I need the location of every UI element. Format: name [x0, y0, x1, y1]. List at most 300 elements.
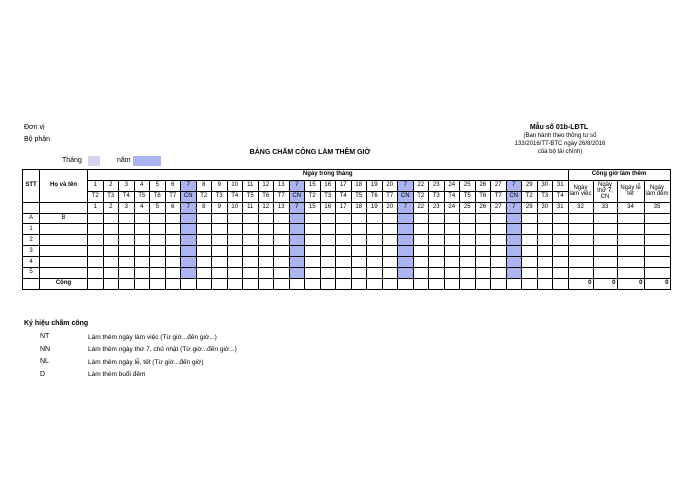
- day-cell[interactable]: [351, 213, 367, 224]
- day-cell[interactable]: [243, 268, 259, 279]
- weekday-header: T4: [336, 191, 352, 202]
- day-cell[interactable]: [196, 213, 212, 224]
- day-cell[interactable]: [522, 224, 538, 235]
- total-day-cell: [398, 278, 414, 289]
- day-number-header: 22: [413, 180, 429, 191]
- total-day-cell: [134, 278, 150, 289]
- overtime-cell[interactable]: [568, 268, 593, 279]
- name-header: Họ và tên: [40, 170, 88, 203]
- day-cell[interactable]: [134, 235, 150, 246]
- overtime-cell[interactable]: [644, 213, 670, 224]
- day-cell[interactable]: [258, 213, 274, 224]
- day-cell[interactable]: [398, 235, 414, 246]
- legend-description: Làm thêm buổi đêm: [88, 371, 146, 378]
- total-value: 0: [644, 278, 670, 289]
- row-name[interactable]: [40, 246, 88, 257]
- day-cell[interactable]: [537, 213, 553, 224]
- day-cell[interactable]: [274, 235, 290, 246]
- year-input[interactable]: [133, 156, 161, 166]
- day-cell[interactable]: [258, 235, 274, 246]
- day-cell[interactable]: [336, 235, 352, 246]
- day-cell[interactable]: [553, 257, 569, 268]
- day-cell[interactable]: [150, 246, 166, 257]
- day-cell[interactable]: [336, 268, 352, 279]
- day-cell[interactable]: [243, 224, 259, 235]
- total-day-cell: [258, 278, 274, 289]
- day-cell[interactable]: [258, 246, 274, 257]
- day-cell[interactable]: [103, 224, 119, 235]
- overtime-cell[interactable]: [593, 268, 617, 279]
- day-cell[interactable]: [305, 213, 321, 224]
- overtime-cell[interactable]: [593, 235, 617, 246]
- day-cell[interactable]: [382, 246, 398, 257]
- day-cell[interactable]: [150, 213, 166, 224]
- day-cell[interactable]: [165, 235, 181, 246]
- legend-title: Ký hiệu chấm công: [24, 320, 89, 327]
- overtime-cell[interactable]: [644, 235, 670, 246]
- day-cell[interactable]: [475, 268, 491, 279]
- day-cell[interactable]: [88, 213, 104, 224]
- day-cell[interactable]: [305, 257, 321, 268]
- day-cell[interactable]: [258, 268, 274, 279]
- day-cell[interactable]: [367, 224, 383, 235]
- weekday-header: T5: [460, 191, 476, 202]
- day-cell[interactable]: [181, 224, 197, 235]
- table-row: [23, 246, 671, 257]
- row-name[interactable]: [40, 257, 88, 268]
- day-cell[interactable]: [134, 257, 150, 268]
- day-cell[interactable]: [413, 213, 429, 224]
- day-cell[interactable]: [491, 224, 507, 235]
- weekday-header: T7: [274, 191, 290, 202]
- total-day-cell: [553, 278, 569, 289]
- day-cell[interactable]: [429, 235, 445, 246]
- column-index: 12: [258, 202, 274, 213]
- day-number-header: 2: [103, 180, 119, 191]
- legend-description: Làm thêm ngày lễ, tết (Từ giờ...đến giờ): [88, 358, 204, 366]
- day-cell[interactable]: [320, 268, 336, 279]
- day-cell[interactable]: [491, 246, 507, 257]
- day-cell[interactable]: [181, 268, 197, 279]
- day-cell[interactable]: [398, 257, 414, 268]
- day-cell[interactable]: [537, 257, 553, 268]
- day-cell[interactable]: [491, 257, 507, 268]
- day-cell[interactable]: [289, 257, 305, 268]
- column-index: 25: [460, 202, 476, 213]
- day-cell[interactable]: [165, 257, 181, 268]
- day-cell[interactable]: [212, 246, 228, 257]
- day-cell[interactable]: [398, 213, 414, 224]
- weekday-header: T5: [351, 191, 367, 202]
- weekday-header: T6: [367, 191, 383, 202]
- overtime-cell[interactable]: [617, 213, 644, 224]
- timesheet-table: [22, 169, 671, 290]
- table-row: [23, 257, 671, 268]
- day-cell[interactable]: [398, 246, 414, 257]
- day-cell[interactable]: [506, 235, 522, 246]
- day-cell[interactable]: [367, 213, 383, 224]
- total-value: 0: [568, 278, 593, 289]
- weekday-header: T6: [475, 191, 491, 202]
- overtime-cell[interactable]: [644, 246, 670, 257]
- row-name[interactable]: [40, 235, 88, 246]
- day-cell[interactable]: [475, 246, 491, 257]
- column-index: 18: [351, 202, 367, 213]
- day-cell[interactable]: [88, 224, 104, 235]
- day-cell[interactable]: [212, 213, 228, 224]
- day-cell[interactable]: [367, 246, 383, 257]
- day-cell[interactable]: [553, 224, 569, 235]
- day-cell[interactable]: [382, 257, 398, 268]
- day-cell[interactable]: [212, 268, 228, 279]
- header-row-index: [23, 202, 671, 213]
- column-index: 7: [398, 202, 414, 213]
- header-row-groups: [23, 170, 671, 181]
- day-cell[interactable]: [196, 268, 212, 279]
- day-cell[interactable]: [460, 246, 476, 257]
- day-cell[interactable]: [429, 224, 445, 235]
- total-day-cell: [382, 278, 398, 289]
- day-cell[interactable]: [336, 257, 352, 268]
- day-cell[interactable]: [289, 235, 305, 246]
- total-day-cell: [289, 278, 305, 289]
- day-cell[interactable]: [119, 268, 135, 279]
- column-index: 16: [320, 202, 336, 213]
- day-cell[interactable]: [227, 235, 243, 246]
- column-index: 11: [243, 202, 259, 213]
- day-cell[interactable]: [429, 213, 445, 224]
- weekday-header: T5: [134, 191, 150, 202]
- legend-description: Làm thêm ngày làm việc (Từ giờ...đến giờ...): [88, 333, 217, 341]
- day-cell[interactable]: [134, 213, 150, 224]
- day-cell[interactable]: [413, 246, 429, 257]
- day-cell[interactable]: [196, 257, 212, 268]
- day-cell[interactable]: [103, 213, 119, 224]
- total-day-cell: [491, 278, 507, 289]
- column-index: 22: [413, 202, 429, 213]
- day-cell[interactable]: [537, 224, 553, 235]
- day-cell[interactable]: [289, 213, 305, 224]
- day-cell[interactable]: [227, 257, 243, 268]
- day-cell[interactable]: [181, 213, 197, 224]
- day-cell[interactable]: [351, 224, 367, 235]
- day-cell[interactable]: [305, 268, 321, 279]
- day-cell[interactable]: [181, 235, 197, 246]
- weekday-header: T3: [103, 191, 119, 202]
- day-cell[interactable]: [212, 257, 228, 268]
- column-index: 20: [382, 202, 398, 213]
- day-cell[interactable]: [227, 213, 243, 224]
- day-cell[interactable]: [506, 246, 522, 257]
- day-cell[interactable]: [212, 235, 228, 246]
- overtime-index: 32: [568, 202, 593, 213]
- day-cell[interactable]: [119, 213, 135, 224]
- day-cell[interactable]: [506, 213, 522, 224]
- day-cell[interactable]: [382, 213, 398, 224]
- day-cell[interactable]: [444, 268, 460, 279]
- day-cell[interactable]: [119, 257, 135, 268]
- day-cell[interactable]: [506, 268, 522, 279]
- day-cell[interactable]: [444, 246, 460, 257]
- day-cell[interactable]: [196, 246, 212, 257]
- day-cell[interactable]: [196, 235, 212, 246]
- day-cell[interactable]: [88, 268, 104, 279]
- day-cell[interactable]: [475, 213, 491, 224]
- overtime-header: Ngày làm việc: [568, 180, 593, 202]
- day-number-header: 12: [258, 180, 274, 191]
- overtime-cell[interactable]: [617, 224, 644, 235]
- day-cell[interactable]: [351, 257, 367, 268]
- day-cell[interactable]: [367, 257, 383, 268]
- day-cell[interactable]: [506, 257, 522, 268]
- total-day-cell: [181, 278, 197, 289]
- day-cell[interactable]: [305, 246, 321, 257]
- day-cell[interactable]: [351, 235, 367, 246]
- total-day-cell: [460, 278, 476, 289]
- day-cell[interactable]: [289, 224, 305, 235]
- day-cell[interactable]: [320, 213, 336, 224]
- day-cell[interactable]: [537, 246, 553, 257]
- day-cell[interactable]: [150, 257, 166, 268]
- form-note-line-1: (Ban hành theo thông tư số: [523, 133, 597, 139]
- overtime-cell[interactable]: [617, 246, 644, 257]
- column-index: 13: [274, 202, 290, 213]
- row-stt: 5: [23, 268, 40, 279]
- overtime-cell[interactable]: [617, 268, 644, 279]
- total-row: [23, 278, 671, 289]
- total-day-cell: [444, 278, 460, 289]
- day-cell[interactable]: [491, 213, 507, 224]
- day-cell[interactable]: [537, 268, 553, 279]
- legend-code: D: [40, 370, 46, 378]
- overtime-cell[interactable]: [568, 246, 593, 257]
- day-cell[interactable]: [336, 246, 352, 257]
- day-cell[interactable]: [413, 224, 429, 235]
- day-cell[interactable]: [460, 235, 476, 246]
- weekday-header: T7: [382, 191, 398, 202]
- overtime-cell[interactable]: [644, 257, 670, 268]
- day-cell[interactable]: [460, 213, 476, 224]
- column-index: 5: [150, 202, 166, 213]
- legend-code: NT: [40, 333, 50, 340]
- day-cell[interactable]: [305, 224, 321, 235]
- day-cell[interactable]: [258, 224, 274, 235]
- weekday-header: T7: [491, 191, 507, 202]
- day-cell[interactable]: [398, 224, 414, 235]
- day-cell[interactable]: [320, 235, 336, 246]
- day-number-header: 25: [460, 180, 476, 191]
- day-cell[interactable]: [522, 213, 538, 224]
- day-cell[interactable]: [522, 246, 538, 257]
- day-cell[interactable]: [103, 246, 119, 257]
- day-cell[interactable]: [181, 246, 197, 257]
- total-day-cell: [320, 278, 336, 289]
- month-input[interactable]: [88, 156, 100, 166]
- day-cell[interactable]: [382, 235, 398, 246]
- day-cell[interactable]: [398, 268, 414, 279]
- day-cell[interactable]: [336, 224, 352, 235]
- day-cell[interactable]: [460, 257, 476, 268]
- day-cell[interactable]: [274, 268, 290, 279]
- overtime-cell[interactable]: [644, 224, 670, 235]
- day-cell[interactable]: [227, 224, 243, 235]
- day-cell[interactable]: [475, 235, 491, 246]
- day-cell[interactable]: [351, 246, 367, 257]
- overtime-header: Ngày thứ 7, CN: [593, 180, 617, 202]
- day-number-header: 30: [537, 180, 553, 191]
- day-cell[interactable]: [289, 268, 305, 279]
- day-cell[interactable]: [134, 224, 150, 235]
- column-index: 17: [336, 202, 352, 213]
- day-cell[interactable]: [444, 235, 460, 246]
- day-cell[interactable]: [367, 268, 383, 279]
- day-cell[interactable]: [382, 224, 398, 235]
- day-cell[interactable]: [227, 246, 243, 257]
- day-cell[interactable]: [320, 257, 336, 268]
- day-cell[interactable]: [305, 235, 321, 246]
- legend-code: NL: [40, 358, 49, 365]
- day-cell[interactable]: [196, 224, 212, 235]
- day-cell[interactable]: [444, 224, 460, 235]
- day-cell[interactable]: [537, 235, 553, 246]
- day-cell[interactable]: [165, 224, 181, 235]
- day-cell[interactable]: [522, 268, 538, 279]
- day-cell[interactable]: [165, 268, 181, 279]
- day-cell[interactable]: [553, 235, 569, 246]
- column-index: 6: [165, 202, 181, 213]
- day-cell[interactable]: [88, 246, 104, 257]
- weekday-header: T6: [258, 191, 274, 202]
- day-cell[interactable]: [181, 257, 197, 268]
- weekday-header: T4: [444, 191, 460, 202]
- day-cell[interactable]: [165, 246, 181, 257]
- overtime-cell[interactable]: [568, 257, 593, 268]
- day-cell[interactable]: [212, 224, 228, 235]
- total-value: 0: [617, 278, 644, 289]
- weekday-header: CN: [398, 191, 414, 202]
- day-cell[interactable]: [553, 213, 569, 224]
- overtime-cell[interactable]: [568, 213, 593, 224]
- day-cell[interactable]: [88, 235, 104, 246]
- day-cell[interactable]: [274, 257, 290, 268]
- day-cell[interactable]: [475, 257, 491, 268]
- total-day-cell: [274, 278, 290, 289]
- day-cell[interactable]: [522, 235, 538, 246]
- day-cell[interactable]: [119, 224, 135, 235]
- day-cell[interactable]: [88, 257, 104, 268]
- day-cell[interactable]: [227, 268, 243, 279]
- day-cell[interactable]: [150, 235, 166, 246]
- day-cell[interactable]: [444, 257, 460, 268]
- day-cell[interactable]: [150, 268, 166, 279]
- day-cell[interactable]: [367, 235, 383, 246]
- day-cell[interactable]: [491, 268, 507, 279]
- day-cell[interactable]: [243, 213, 259, 224]
- total-label: Cộng: [40, 278, 88, 289]
- row-name[interactable]: [40, 224, 88, 235]
- day-cell[interactable]: [382, 268, 398, 279]
- weekday-header: T2: [413, 191, 429, 202]
- overtime-cell[interactable]: [617, 235, 644, 246]
- overtime-cell[interactable]: [593, 213, 617, 224]
- header-row-days: [23, 180, 671, 191]
- weekday-header: T4: [553, 191, 569, 202]
- day-number-header: 19: [367, 180, 383, 191]
- overtime-cell[interactable]: [568, 224, 593, 235]
- day-cell[interactable]: [320, 246, 336, 257]
- day-cell[interactable]: [320, 224, 336, 235]
- day-cell[interactable]: [119, 246, 135, 257]
- overtime-cell[interactable]: [568, 235, 593, 246]
- column-index: 26: [475, 202, 491, 213]
- day-cell[interactable]: [134, 246, 150, 257]
- page-title: BẢNG CHẤM CÔNG LÀM THÊM GIỜ: [249, 149, 371, 156]
- day-cell[interactable]: [103, 257, 119, 268]
- overtime-cell[interactable]: [593, 257, 617, 268]
- day-cell[interactable]: [460, 268, 476, 279]
- day-cell[interactable]: [134, 268, 150, 279]
- day-cell[interactable]: [413, 257, 429, 268]
- day-cell[interactable]: [506, 224, 522, 235]
- day-number-header: 9: [212, 180, 228, 191]
- overtime-cell[interactable]: [644, 268, 670, 279]
- day-cell[interactable]: [274, 246, 290, 257]
- day-cell[interactable]: [103, 268, 119, 279]
- overtime-cell[interactable]: [593, 224, 617, 235]
- day-cell[interactable]: [103, 235, 119, 246]
- overtime-cell[interactable]: [593, 246, 617, 257]
- day-cell[interactable]: [475, 224, 491, 235]
- row-name[interactable]: [40, 268, 88, 279]
- day-cell[interactable]: [429, 257, 445, 268]
- day-cell[interactable]: [336, 213, 352, 224]
- day-cell[interactable]: [243, 257, 259, 268]
- total-value: 0: [593, 278, 617, 289]
- day-cell[interactable]: [429, 268, 445, 279]
- day-cell[interactable]: [413, 235, 429, 246]
- day-cell[interactable]: [413, 268, 429, 279]
- day-number-header: 11: [243, 180, 259, 191]
- year-label: năm: [117, 157, 131, 164]
- day-cell[interactable]: [243, 246, 259, 257]
- table-row: [23, 213, 671, 224]
- index-blank-stt: [23, 202, 40, 213]
- table-row: [23, 224, 671, 235]
- day-cell[interactable]: [553, 246, 569, 257]
- weekday-header: T3: [320, 191, 336, 202]
- overtime-cell[interactable]: [617, 257, 644, 268]
- weekday-header: T4: [119, 191, 135, 202]
- day-cell[interactable]: [522, 257, 538, 268]
- row-stt: A: [23, 213, 40, 224]
- day-cell[interactable]: [274, 213, 290, 224]
- day-cell[interactable]: [444, 213, 460, 224]
- day-cell[interactable]: [289, 246, 305, 257]
- day-cell[interactable]: [258, 257, 274, 268]
- day-cell[interactable]: [243, 235, 259, 246]
- day-cell[interactable]: [491, 235, 507, 246]
- column-index: 7: [289, 202, 305, 213]
- overtime-header: Ngày lễ tết: [617, 180, 644, 202]
- day-cell[interactable]: [165, 213, 181, 224]
- day-cell[interactable]: [429, 246, 445, 257]
- day-cell[interactable]: [150, 224, 166, 235]
- day-cell[interactable]: [460, 224, 476, 235]
- day-cell[interactable]: [274, 224, 290, 235]
- day-cell[interactable]: [553, 268, 569, 279]
- day-cell[interactable]: [119, 235, 135, 246]
- day-cell[interactable]: [351, 268, 367, 279]
